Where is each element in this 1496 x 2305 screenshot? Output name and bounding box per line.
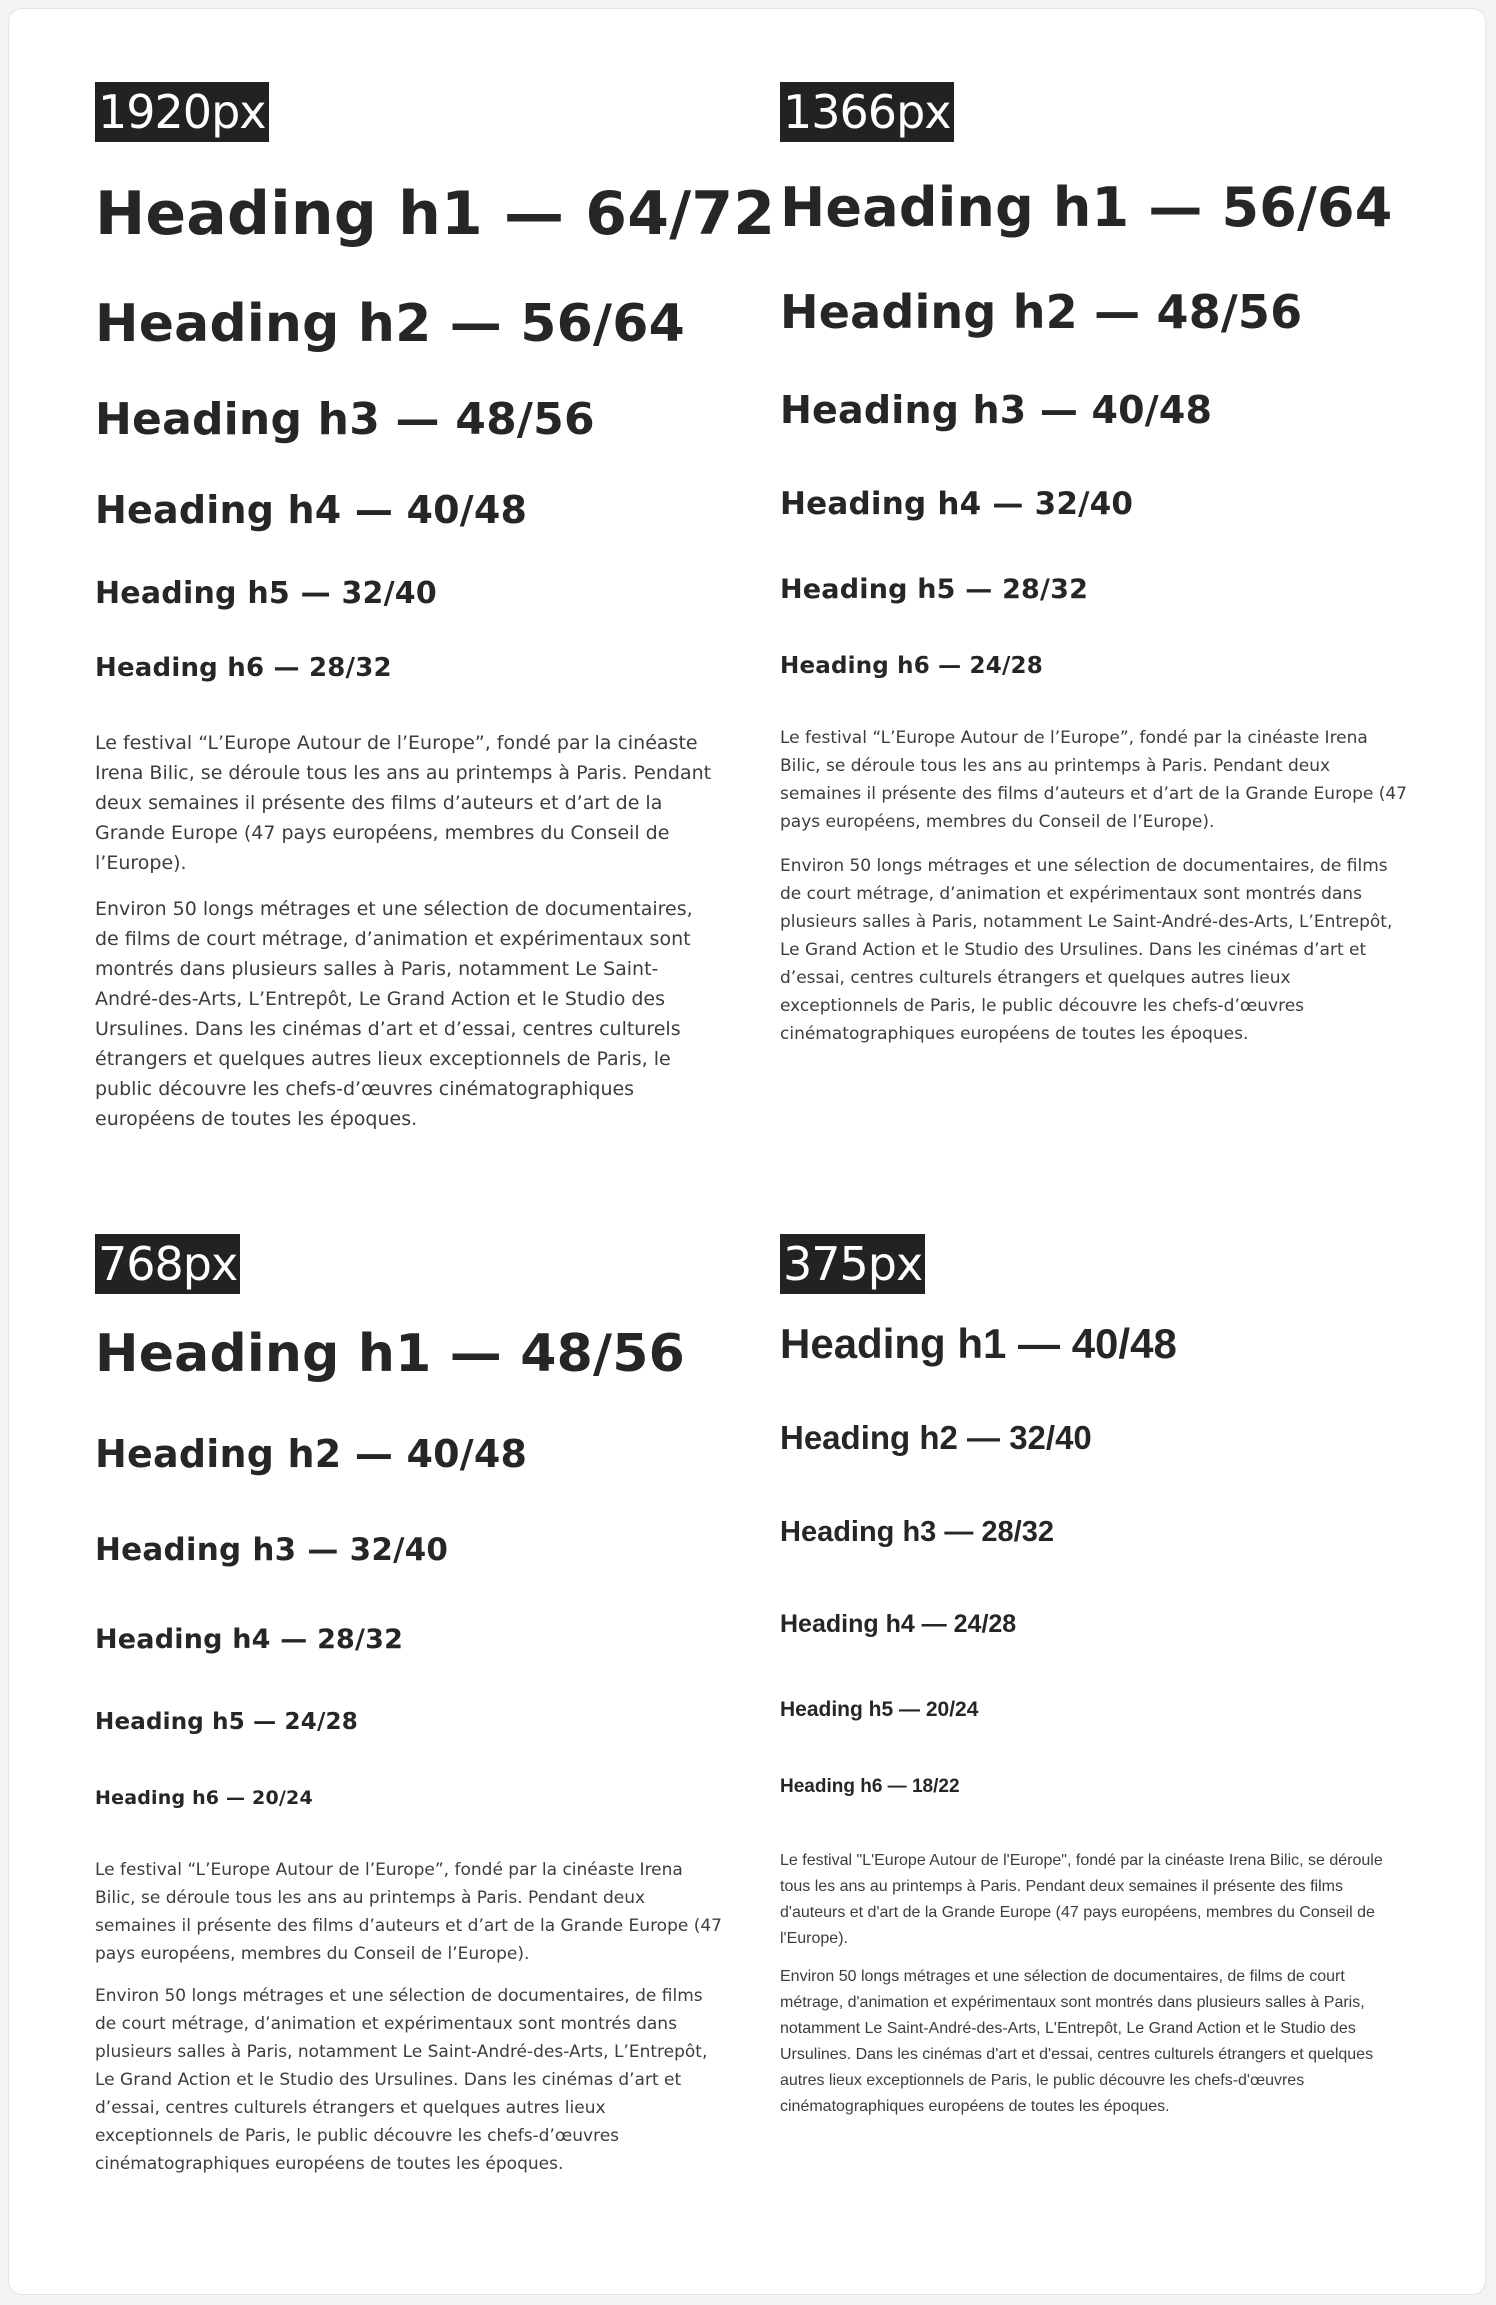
body-paragraph-2: Environ 50 longs métrages et une sélection de documentaires, de films de court métrage, d'animation et expérimentaux sont montrés dans plusieurs salles à Paris, notamment Le Saint-André-des-Arts, L'Entrepôt, Le Grand Action et le Studio des Ursulines. Dans les cinémas d'art et d'essai, centres culturels étrangers et quelques autres lieux exceptionnels de Paris, le public découvre les chefs-d'œuvres cinématographiques européens de toutes les époques. [780,1968,1374,2115]
panel-768 [95,1234,735,2178]
heading-h2: Heading h2 — 56/64 [95,294,685,354]
body-paragraph-2: Environ 50 longs métrages et une sélection de documentaires, de films de court métrage, d’animation et expérimentaux sont montrés dans plusieurs salles à Paris, notamment Le Saint-André-des-Arts, L’Entrepôt, Le Grand Action et le Studio des Ursulines. Dans les cinémas d’art et d’essai, centres culturels étrangers et quelques autres lieux exceptionnels de Paris, le public découvre les chefs-d’œuvres cinématographiques européens de toutes les époques. [95,898,693,1130]
body-paragraph-1: Le festival “L’Europe Autour de l’Europe”, fondé par la cinéaste Irena Bilic, se déroule tous les ans au printemps à Paris. Pendant deux semaines il présente des films d’auteurs et d’art de la Grande Europe (47 pays européens, membres du Conseil de l’Europe). [95,732,712,874]
heading-h4: Heading h4 — 24/28 [780,1610,1017,1638]
heading-h3: Heading h3 — 48/56 [95,394,595,445]
heading-h1: Heading h1 — 64/72 [95,179,776,249]
heading-h5: Heading h5 — 24/28 [95,1709,358,1735]
heading-h5: Heading h5 — 28/32 [780,574,1089,605]
heading-h4: Heading h4 — 32/40 [780,486,1134,522]
panel-1920 [95,82,776,1134]
body-paragraph-2: Environ 50 longs métrages et une sélection de documentaires, de films de court métrage, d’animation et expérimentaux sont montrés dans plusieurs salles à Paris, notamment Le Saint-André-des-Arts, L’Entrepôt, Le Grand Action et le Studio des Ursulines. Dans les cinémas d’art et d’essai, centres culturels étrangers et quelques autres lieux exceptionnels de Paris, le public découvre les chefs-d’œuvres cinématographiques européens de toutes les époques. [95,1986,708,2174]
breakpoint-badge: 375px [780,1234,925,1294]
heading-h1: Heading h1 — 48/56 [95,1324,685,1384]
heading-h3: Heading h3 — 28/32 [780,1516,1054,1548]
heading-h4: Heading h4 — 28/32 [95,1624,404,1655]
breakpoint-badge: 768px [95,1234,240,1294]
body-paragraph-1: Le festival “L’Europe Autour de l’Europe”, fondé par la cinéaste Irena Bilic, se déroule tous les ans au printemps à Paris. Pendant deux semaines il présente des films d’auteurs et d’art de la Grande Europe (47 pays européens, membres du Conseil de l’Europe). [95,1860,722,1964]
heading-h4: Heading h4 — 40/48 [95,488,528,532]
body-paragraph-2: Environ 50 longs métrages et une sélection de documentaires, de films de court métrage, d’animation et expérimentaux sont montrés dans plusieurs salles à Paris, notamment Le Saint-André-des-Arts, L’Entrepôt, Le Grand Action et le Studio des Ursulines. Dans les cinémas d’art et d’essai, centres culturels étrangers et quelques autres lieux exceptionnels de Paris, le public découvre les chefs-d’œuvres cinématographiques européens de toutes les époques. [780,856,1393,1044]
heading-h1: Heading h1 — 40/48 [780,1320,1177,1367]
panel-1366 [780,82,1420,1048]
heading-h5: Heading h5 — 32/40 [95,576,437,611]
heading-h2: Heading h2 — 48/56 [780,285,1303,339]
heading-h1: Heading h1 — 56/64 [780,176,1393,239]
heading-h2: Heading h2 — 32/40 [780,1419,1092,1456]
breakpoint-badge: 1920px [95,82,269,142]
heading-h6: Heading h6 — 18/22 [780,1776,960,1797]
heading-h5: Heading h5 — 20/24 [780,1698,979,1721]
heading-h3: Heading h3 — 40/48 [780,388,1213,432]
heading-h6: Heading h6 — 24/28 [780,653,1043,679]
breakpoint-badge: 1366px [780,82,954,142]
body-paragraph-1: Le festival "L'Europe Autour de l'Europe", fondé par la cinéaste Irena Bilic, se déroule tous les ans au printemps à Paris. Pendant deux semaines il présente des films d'auteurs et d'art de la Grande Europe (47 pays européens, membres du Conseil de l'Europe). [780,1852,1383,1947]
heading-h3: Heading h3 — 32/40 [95,1532,449,1568]
body-paragraph-1: Le festival “L’Europe Autour de l’Europe”, fondé par la cinéaste Irena Bilic, se déroule tous les ans au printemps à Paris. Pendant deux semaines il présente des films d’auteurs et d’art de la Grande Europe (47 pays européens, membres du Conseil de l’Europe). [780,728,1407,832]
heading-h2: Heading h2 — 40/48 [95,1432,528,1476]
heading-h6: Heading h6 — 28/32 [95,653,392,683]
panel-375 [780,1234,1420,2120]
heading-h6: Heading h6 — 20/24 [95,1787,313,1809]
